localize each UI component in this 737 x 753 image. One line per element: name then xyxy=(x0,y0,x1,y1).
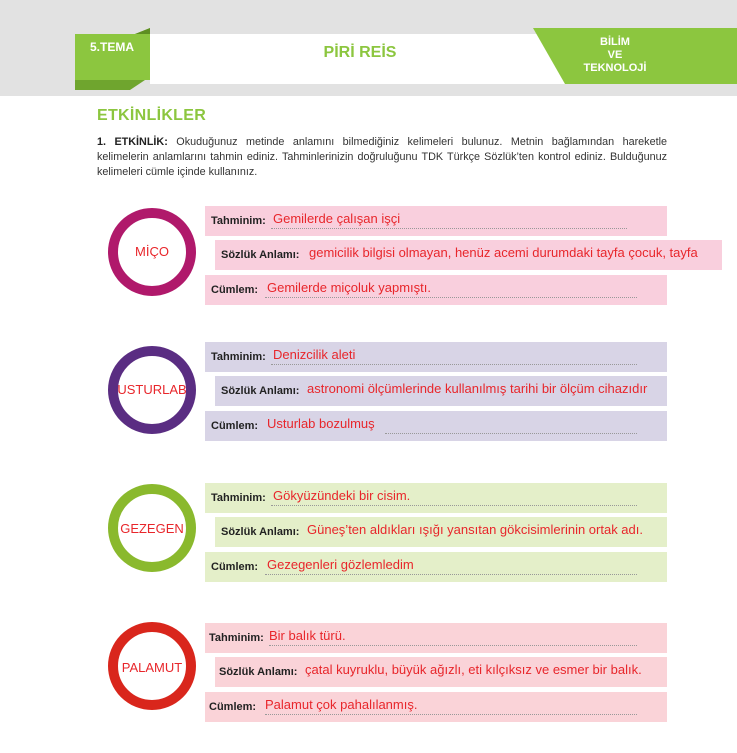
sentence-row xyxy=(205,552,667,582)
dictionary-answer: Güneş’ten aldıkları ışığı yansıtan gökcisimlerinin ortak adı. xyxy=(307,522,643,537)
sentence-answer: Gezegenleri gözlemledim xyxy=(267,557,414,572)
sentence-label: Cümlem: xyxy=(211,561,259,573)
theme-name-line-2: VE xyxy=(607,49,623,61)
dotted-line xyxy=(385,433,637,434)
dictionary-label: Sözlük Anlamı: xyxy=(221,385,300,397)
guess-answer: Bir balık türü. xyxy=(269,628,346,643)
dictionary-row xyxy=(215,517,667,547)
guess-answer: Denizcilik aleti xyxy=(273,347,356,362)
sentence-row xyxy=(205,692,667,722)
activity-text: Okuduğunuz metinde anlamını bilmediğiniz kelimeleri bulunuz. Metnin bağlamından hareketle kelimelerin anlamlarını tahmin ediniz. Tahminlerinizin doğruluğunu TDK Türkçe Sözlük’ten kontrol ediniz. Bulduğunuz kelimeleri cümle içinde kullanınız. xyxy=(97,136,667,178)
dictionary-label: Sözlük Anlamı: xyxy=(221,249,300,261)
section-title: ETKİNLİKLER xyxy=(97,107,207,124)
word-label: PALAMUT xyxy=(121,660,183,675)
word-label: USTURLAB xyxy=(117,382,187,397)
guess-answer: Gemilerde çalışan işçi xyxy=(273,211,401,226)
dotted-line xyxy=(269,645,637,646)
guess-label: Tahminim: xyxy=(211,351,266,363)
dictionary-row xyxy=(215,240,722,270)
dotted-line xyxy=(265,574,637,575)
sentence-answer: Gemilerde miçoluk yapmıştı. xyxy=(267,280,431,295)
dotted-line xyxy=(271,228,627,229)
sentence-label: Cümlem: xyxy=(211,420,259,432)
guess-label: Tahminim: xyxy=(209,632,264,644)
dictionary-row xyxy=(215,657,667,687)
dictionary-answer: çatal kuyruklu, büyük ağızlı, eti kılçıksız ve esmer bir balık. xyxy=(305,662,642,677)
sentence-row xyxy=(205,275,667,305)
guess-row xyxy=(205,342,667,372)
dictionary-answer: astronomi ölçümlerinde kullanılmış tarihi bir ölçüm cihazıdır xyxy=(307,381,648,396)
page-title: PİRİ REİS xyxy=(323,44,397,61)
theme-name xyxy=(575,36,655,75)
guess-row xyxy=(205,623,667,653)
sentence-label: Cümlem: xyxy=(211,284,259,296)
dotted-line xyxy=(265,714,637,715)
dictionary-row xyxy=(215,376,667,406)
dotted-line xyxy=(265,297,637,298)
word-label: MİÇO xyxy=(135,244,169,259)
sentence-answer: Usturlab bozulmuş xyxy=(267,416,375,431)
dictionary-answer: gemicilik bilgisi olmayan, henüz acemi durumdaki tayfa çocuk, tayfa xyxy=(309,245,698,260)
activity-instruction xyxy=(97,135,667,180)
theme-name-line-1: BİLİM xyxy=(600,36,630,48)
guess-row xyxy=(205,483,667,513)
guess-answer: Gökyüzündeki bir cisim. xyxy=(273,488,411,503)
dotted-line xyxy=(271,505,637,506)
guess-row xyxy=(205,206,667,236)
guess-label: Tahminim: xyxy=(211,492,266,504)
theme-name-line-3: TEKNOLOJİ xyxy=(583,62,647,74)
sentence-label: Cümlem: xyxy=(209,701,257,713)
guess-label: Tahminim: xyxy=(211,215,266,227)
word-label: GEZEGEN xyxy=(120,521,184,536)
theme-number: 5.TEMA xyxy=(90,40,135,54)
dictionary-label: Sözlük Anlamı: xyxy=(221,526,300,538)
sentence-row xyxy=(205,411,667,441)
sentence-answer: Palamut çok pahalılanmış. xyxy=(265,697,418,712)
dotted-line xyxy=(271,364,637,365)
activity-label: 1. ETKİNLİK: xyxy=(97,136,168,148)
dictionary-label: Sözlük Anlamı: xyxy=(219,666,298,678)
